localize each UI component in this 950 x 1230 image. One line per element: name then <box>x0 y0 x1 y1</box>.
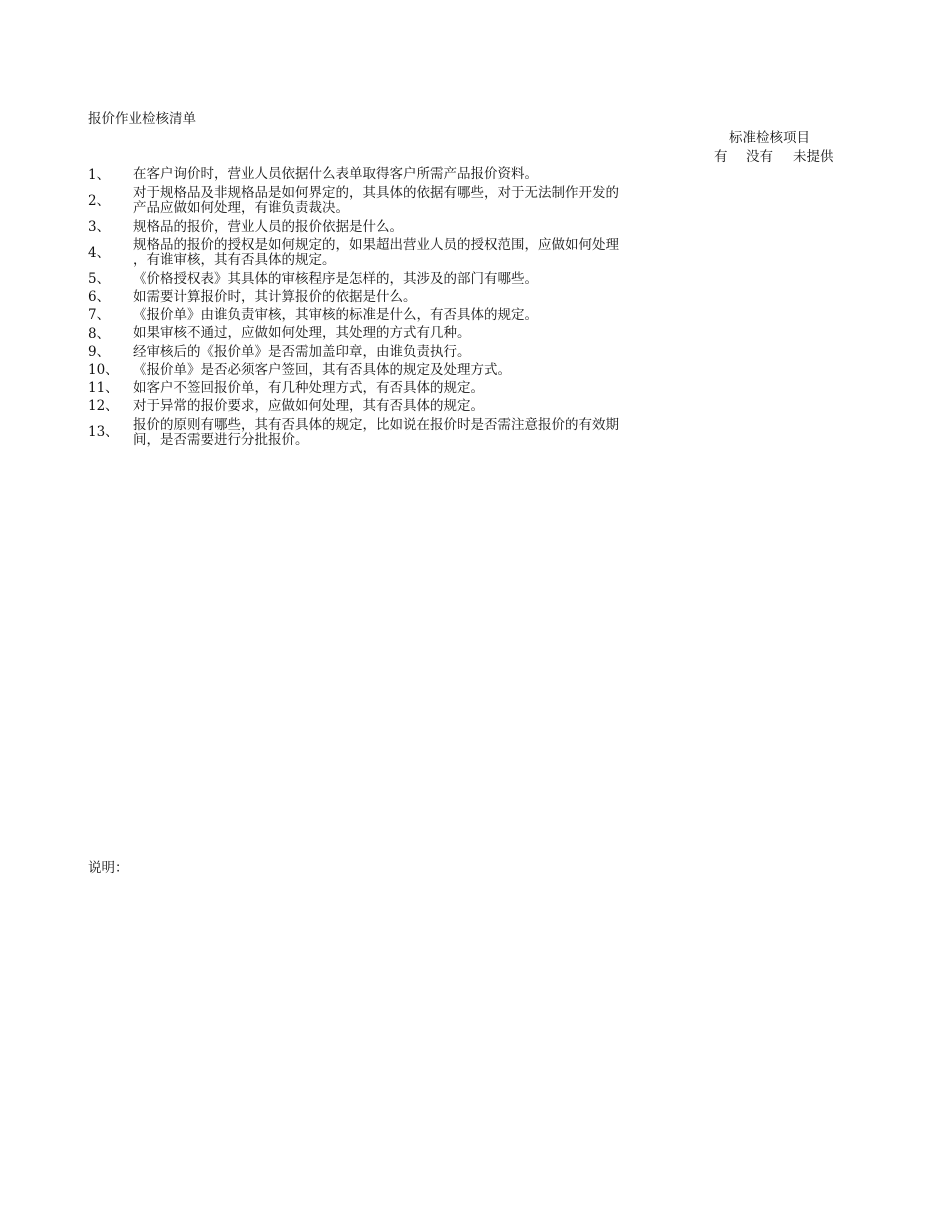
item-number: 12、 <box>88 398 119 415</box>
item-text: 对于规格品及非规格品是如何界定的，其具体的依据有哪些，对于无法制作开发的 产品应做如何处理，有谁负责裁决。 <box>133 184 619 217</box>
column-header-no: 没有 <box>746 149 773 165</box>
note-label: 说明： <box>88 860 129 876</box>
checklist-item <box>88 289 708 307</box>
item-number: 9、 <box>88 343 111 360</box>
item-text: 规格品的报价，营业人员的报价依据是什么。 <box>133 218 403 235</box>
checklist <box>88 166 708 450</box>
checklist-item <box>88 416 708 450</box>
item-text: 在客户询价时，营业人员依据什么表单取得客户所需产品报价资料。 <box>133 166 538 183</box>
column-header-not-provided: 未提供 <box>793 149 834 165</box>
checklist-item <box>88 380 708 398</box>
checklist-item <box>88 361 708 379</box>
checklist-item <box>88 270 708 288</box>
item-text: 如客户不签回报价单，有几种处理方式，有否具体的规定。 <box>133 379 484 396</box>
item-text: 对于异常的报价要求，应做如何处理，其有否具体的规定。 <box>133 398 484 415</box>
item-text: 《价格授权表》其具体的审核程序是怎样的，其涉及的部门有哪些。 <box>133 270 538 287</box>
item-text: 如需要计算报价时，其计算报价的依据是什么。 <box>133 289 417 306</box>
item-text: 如果审核不通过，应做如何处理，其处理的方式有几种。 <box>133 325 471 342</box>
item-number: 6、 <box>88 289 111 306</box>
item-number: 11、 <box>88 380 119 397</box>
checklist-item <box>88 307 708 325</box>
page-title: 报价作业检核清单 <box>88 111 196 127</box>
item-text: 《报价单》是否必须客户签回，其有否具体的规定及处理方式。 <box>133 361 511 378</box>
item-text: 报价的原则有哪些，其有否具体的规定，比如说在报价时是否需注意报价的有效期 间，是否需要进行分批报价。 <box>133 416 619 448</box>
checklist-item <box>88 218 708 236</box>
item-text: 经审核后的《报价单》是否需加盖印章，由谁负责执行。 <box>133 343 471 360</box>
item-number: 7、 <box>88 307 111 324</box>
item-text: 《报价单》由谁负责审核，其审核的标准是什么，有否具体的规定。 <box>133 307 538 324</box>
item-number: 1、 <box>88 166 111 183</box>
item-text: 规格品的报价的授权是如何规定的，如果超出营业人员的授权范围，应做如何处理 ，有谁审核，其有否具体的规定。 <box>133 237 619 269</box>
checklist-item <box>88 184 708 218</box>
item-number: 4、 <box>88 244 111 261</box>
standard-check-header: 标准检核项目 <box>729 130 810 146</box>
item-number: 10、 <box>88 361 119 378</box>
item-number: 2、 <box>88 192 111 209</box>
checklist-item <box>88 343 708 361</box>
item-number: 8、 <box>88 325 111 342</box>
item-number: 13、 <box>88 424 119 441</box>
checklist-item <box>88 398 708 416</box>
column-header-has: 有 <box>714 149 728 165</box>
checklist-item <box>88 166 708 184</box>
checklist-item <box>88 236 708 270</box>
item-number: 5、 <box>88 270 111 287</box>
item-number: 3、 <box>88 218 111 235</box>
checklist-item <box>88 325 708 343</box>
